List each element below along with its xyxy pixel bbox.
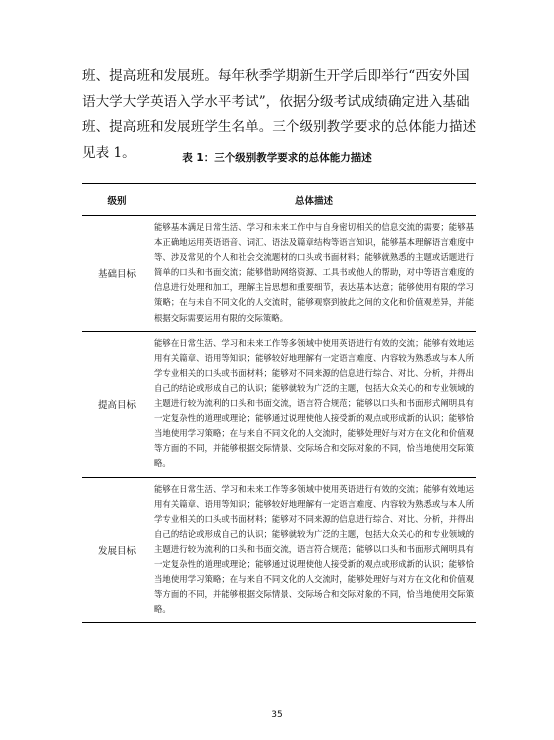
header-level: 级别: [82, 184, 152, 216]
table-caption: 表 1：三个级别教学要求的总体能力描述: [182, 152, 372, 164]
table-row: [82, 216, 476, 332]
intro-paragraph: 班、提高班和发展班。每年秋季学期新生开学后即举行“西安外国语大学大学英语入学水平考试”，依据分级考试成绩确定进入基础班、提高班和发展班学生名单。三个级别教学要求的总体能力描述见表 1。: [82, 68, 477, 161]
level-cell: 提高目标: [82, 331, 152, 477]
table-row: [82, 331, 476, 477]
table-header-row: [82, 184, 476, 216]
ability-table: [82, 183, 476, 623]
table-row: [82, 477, 476, 623]
description-cell: 能够在日常生活、学习和未来工作等多领域中使用英语进行有效的交流；能够有效地运用有关篇章、语用等知识；能够较好地理解有一定语言难度、内容较为熟悉或与本人所学专业相关的口头或书面材料；能够对不同来源的信息进行综合、对比、分析，并得出自己的结论或形成自己的认识；能够就较为广泛的主题，包括大众关心的和专业领域的主题进行较为流利的口头和书面交流，语言符合规范；能够以口头和书面形式阐明具有一定复杂性的道理或理论；能够通过说理使他人接受新的观点或形成新的认识；能够恰当地使用学习策略；在与来自不同文化的人交流时，能够处理好与对方在文化和价值观等方面的不同，并能够根据交际情景、交际场合和交际对象的不同，恰当地使用交际策略。: [152, 477, 476, 623]
level-cell: 基础目标: [82, 216, 152, 332]
description-cell: 能够在日常生活、学习和未来工作等多领域中使用英语进行有效的交流；能够有效地运用有关篇章、语用等知识；能够较好地理解有一定语言难度、内容较为熟悉或与本人所学专业相关的口头或书面材料；能够对不同来源的信息进行综合、对比、分析，并得出自己的结论或形成自己的认识；能够就较为广泛的主题，包括大众关心的和专业领域的主题进行较为流利的口头和书面交流，语言符合规范；能够以口头和书面形式阐明具有一定复杂性的道理或理论；能够通过说理使他人接受新的观点或形成新的认识；能够恰当地使用学习策略；在与来自不同文化的人交流时，能够处理好与对方在文化和价值观等方面的不同，并能够根据交际情景、交际场合和交际对象的不同，恰当地使用交际策略。: [152, 331, 476, 477]
header-description: 总体描述: [152, 184, 476, 216]
level-cell: 发展目标: [82, 477, 152, 623]
page-number: 35: [271, 710, 283, 720]
description-cell: 能够基本满足日常生活、学习和未来工作中与自身密切相关的信息交流的需要；能够基本正确地运用英语语音、词汇、语法及篇章结构等语言知识，能够基本理解语言难度中等、涉及常见的个人和社会交流题材的口头或书面材料；能够就熟悉的主题或话题进行简单的口头和书面交流；能够借助网络资源、工具书或他人的帮助，对中等语言难度的信息进行处理和加工，理解主旨思想和重要细节，表达基本达意；能够使用有限的学习策略；在与未自不同文化的人交流时，能够观察到彼此之间的文化和价值观差异，并能根据交际需要运用有限的交际策略。: [152, 216, 476, 332]
